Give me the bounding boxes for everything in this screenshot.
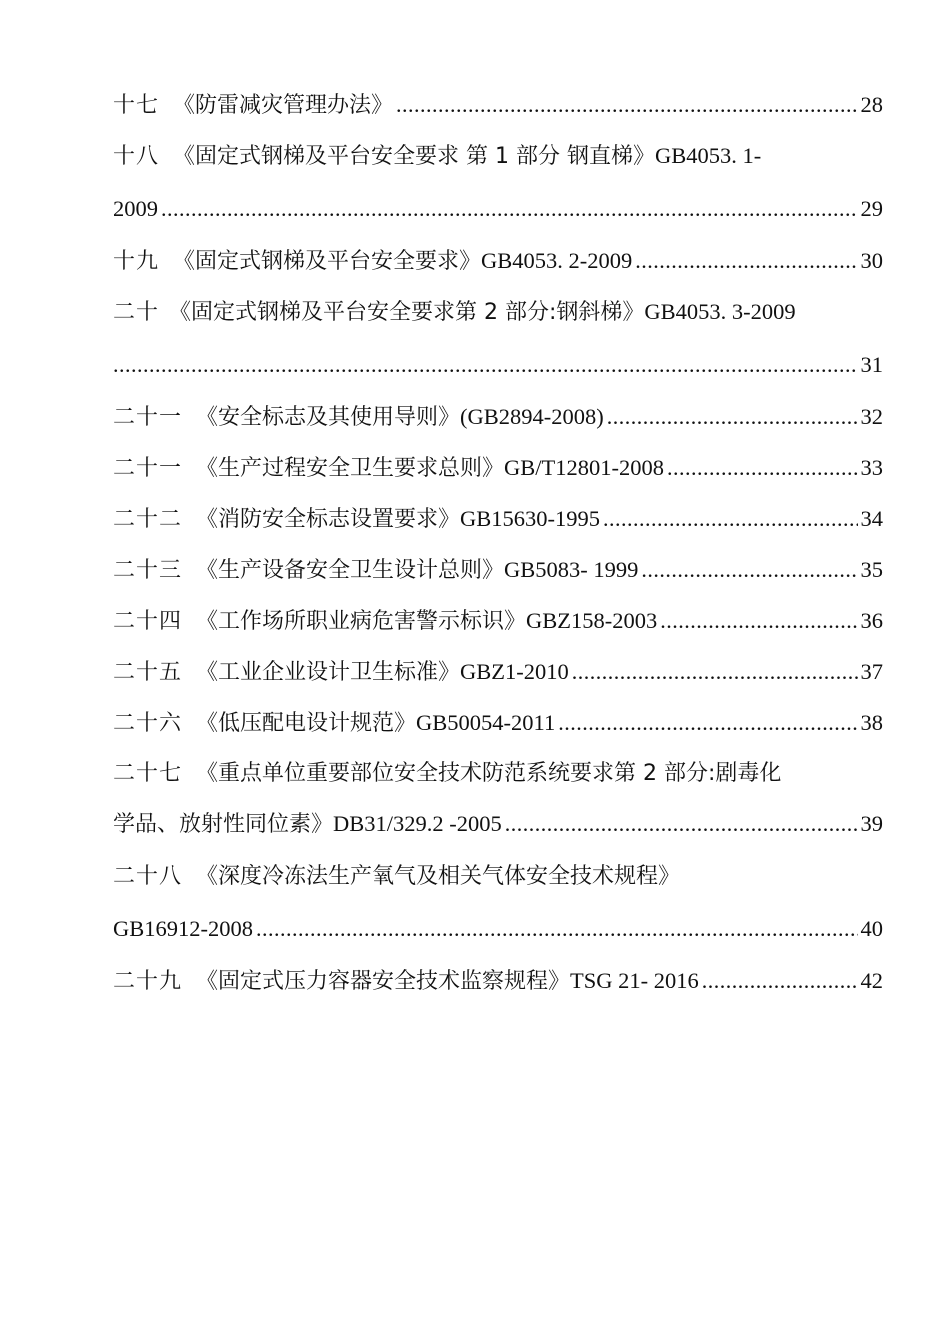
toc-entry-number: 二十七 (113, 761, 183, 786)
toc-entry-number: 十七 (113, 93, 160, 118)
toc-entry-title: 《生产设备安全卫生设计总则》 (196, 558, 505, 583)
toc-entry-code: TSG 21- 2016 (570, 968, 699, 993)
toc-entry-title: 《低压配电设计规范》 (196, 711, 417, 736)
toc-entry-18[interactable] (113, 135, 883, 230)
toc-entry-17[interactable] (113, 84, 883, 127)
toc-entry-code: GB4053. 2-2009 (481, 248, 633, 273)
dot-leader (660, 600, 857, 642)
toc-entry-27[interactable] (113, 753, 883, 846)
toc-entry-page: 37 (860, 659, 883, 684)
toc-entry-23[interactable] (113, 549, 883, 592)
dot-leader (641, 549, 857, 591)
dot-leader (572, 651, 858, 693)
toc-entry-title: 《固定式压力容器安全技术监察规程》 (196, 969, 571, 994)
toc-entry-title: 《固定式钢梯及平台安全要求》 (173, 249, 482, 274)
toc-entry-26[interactable] (113, 702, 883, 745)
toc-entry-page: 38 (860, 710, 883, 735)
toc-entry-number: 十八 (113, 144, 160, 169)
dot-leader (607, 396, 858, 438)
toc-entry-page: 35 (860, 557, 883, 582)
dot-leader (558, 702, 857, 744)
toc-entry-29[interactable] (113, 960, 883, 1003)
toc-entry-21b[interactable] (113, 447, 883, 490)
toc-entry-code: GB4053. 1- (655, 143, 762, 168)
toc-entry-title: 《生产过程安全卫生要求总则》 (196, 456, 505, 481)
toc-entry-code: GB5083- 1999 (504, 557, 639, 582)
toc-entry-page: 42 (860, 968, 883, 993)
toc-entry-code: GB15630-1995 (460, 506, 601, 531)
toc-entry-title: 《深度冷冻法生产氧气及相关气体安全技术规程》 (196, 864, 681, 889)
toc-entry-page: 32 (860, 404, 883, 429)
toc-entry-code-continued: 2009 (113, 196, 158, 221)
toc-entry-title: 《重点单位重要部位安全技术防范系统要求第 2 部分:剧毒化 (196, 761, 782, 786)
toc-entry-code: GB16912-2008 (113, 916, 253, 941)
dot-leader (396, 84, 857, 126)
toc-entry-number: 二十三 (113, 558, 183, 583)
table-of-contents (113, 84, 883, 1011)
dot-leader (161, 188, 858, 230)
toc-entry-title: 《消防安全标志设置要求》 (196, 507, 461, 532)
toc-entry-code: GB50054-2011 (416, 710, 556, 735)
toc-entry-code: GBZ158-2003 (526, 608, 658, 633)
toc-entry-code: GB4053. 3-2009 (644, 299, 796, 324)
toc-entry-title-continued: 学品、放射性同位素》 (113, 812, 334, 837)
dot-leader (702, 960, 858, 1002)
dot-leader (635, 240, 857, 282)
toc-entry-page: 40 (860, 916, 883, 941)
toc-entry-28[interactable] (113, 856, 883, 950)
toc-entry-page: 30 (860, 248, 883, 273)
toc-entry-code: GB/T12801-2008 (504, 455, 665, 480)
toc-entry-21a[interactable] (113, 396, 883, 439)
toc-entry-title: 《固定式钢梯及平台安全要求 第 1 部分 钢直梯》 (173, 144, 655, 169)
toc-entry-title: 《安全标志及其使用导则》 (196, 405, 461, 430)
toc-entry-page: 28 (860, 92, 883, 117)
toc-entry-page: 31 (860, 352, 883, 377)
dot-leader (603, 498, 857, 540)
toc-entry-title: 《工作场所职业病危害警示标识》 (196, 609, 527, 634)
toc-entry-title: 《工业企业设计卫生标准》 (196, 660, 461, 685)
toc-entry-title: 《防雷减灾管理办法》 (173, 93, 394, 118)
toc-entry-number: 二十九 (113, 969, 183, 994)
toc-entry-22[interactable] (113, 498, 883, 541)
toc-entry-title: 《固定式钢梯及平台安全要求第 2 部分:钢斜梯》 (169, 300, 645, 325)
toc-entry-code: GBZ1-2010 (460, 659, 569, 684)
dot-leader (505, 803, 858, 845)
toc-entry-number: 二十 (113, 300, 160, 325)
dot-leader (113, 344, 858, 386)
toc-entry-page: 36 (860, 608, 883, 633)
toc-entry-code: (GB2894-2008) (460, 404, 604, 429)
toc-entry-page: 34 (860, 506, 883, 531)
toc-entry-code: DB31/329.2 -2005 (333, 811, 502, 836)
dot-leader (256, 908, 858, 950)
toc-entry-number: 二十二 (113, 507, 183, 532)
toc-entry-25[interactable] (113, 651, 883, 694)
toc-entry-number: 二十八 (113, 864, 183, 889)
toc-entry-20[interactable] (113, 291, 883, 386)
toc-entry-page: 39 (860, 811, 883, 836)
toc-entry-page: 29 (860, 196, 883, 221)
toc-entry-number: 二十六 (113, 711, 183, 736)
toc-entry-number: 十九 (113, 249, 160, 274)
toc-entry-number: 二十四 (113, 609, 183, 634)
toc-entry-number: 二十一 (113, 405, 183, 430)
dot-leader (667, 447, 857, 489)
toc-entry-page: 33 (860, 455, 883, 480)
toc-entry-number: 二十五 (113, 660, 183, 685)
toc-entry-number: 二十一 (113, 456, 183, 481)
toc-entry-24[interactable] (113, 600, 883, 643)
toc-entry-19[interactable] (113, 240, 883, 283)
